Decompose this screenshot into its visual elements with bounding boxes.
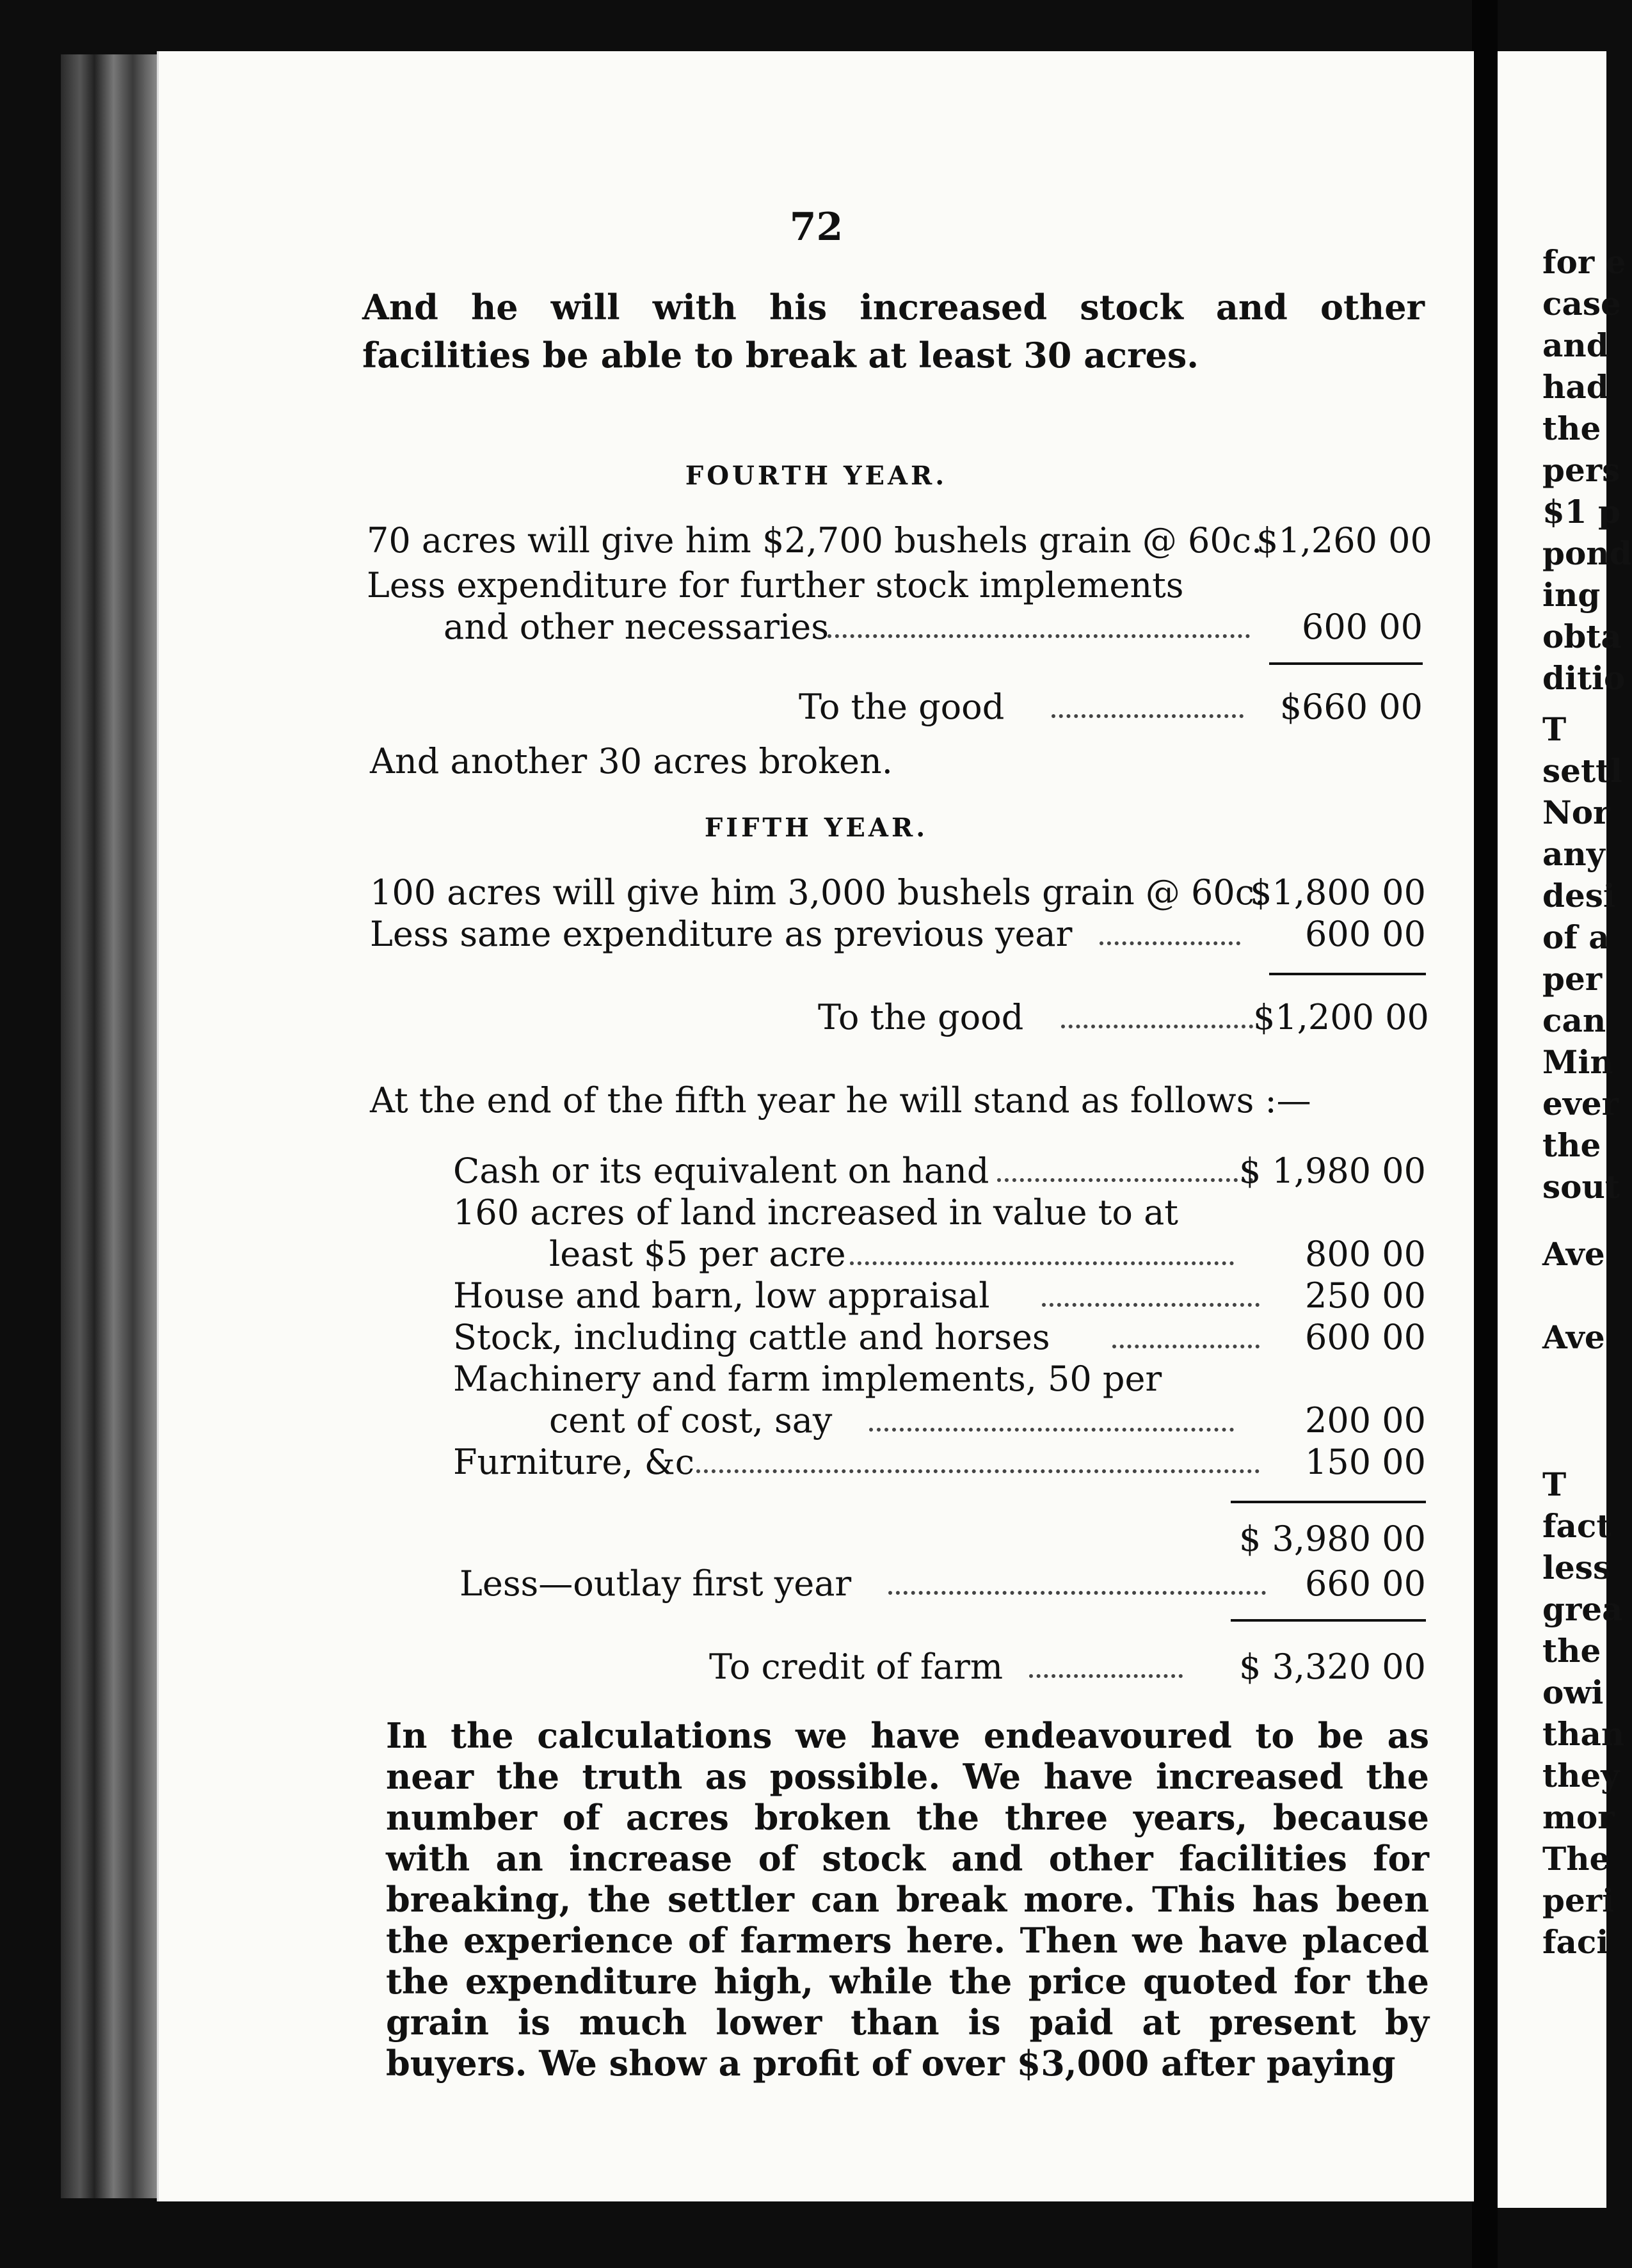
leader-dots	[828, 605, 1250, 638]
stand-subtotal	[1183, 1517, 1426, 1561]
stand-item-label: Machinery and farm implements, 50 per	[453, 1359, 1162, 1399]
right-page-line: the	[1542, 1632, 1601, 1670]
right-page-line: sout	[1542, 1168, 1620, 1206]
fourth-line-1-amount: $1,260 00	[1256, 520, 1432, 561]
right-page-line: peri	[1542, 1881, 1615, 1919]
leader-dots	[888, 1561, 1266, 1595]
leader-dots	[1029, 1645, 1183, 1678]
right-page-line: less	[1542, 1549, 1612, 1586]
stand-intro	[370, 1078, 1426, 1123]
right-page-line: fact	[1542, 1507, 1612, 1545]
book-spine	[61, 54, 157, 2198]
right-page-line: pers	[1542, 451, 1620, 489]
right-page-line: obta	[1542, 618, 1622, 655]
right-page-line: T	[1542, 710, 1567, 748]
stand-item	[453, 1190, 1426, 1235]
right-page-line: pond	[1542, 534, 1632, 572]
stand-less-label: Less—outlay first year	[460, 1563, 852, 1604]
leader-dots	[1042, 1274, 1260, 1307]
right-page-line: the	[1542, 1126, 1601, 1164]
intro-paragraph: And he will with his increased stock and other facilities be able to break at least 30 acres.	[362, 287, 1425, 376]
right-page-line: the	[1542, 410, 1601, 447]
right-page-line: Ave	[1542, 1235, 1605, 1273]
stand-item	[549, 1398, 1426, 1443]
fifth-total-label: To the good	[818, 997, 1024, 1037]
stand-intro-text: At the end of the fifth year he will stand as follows :—	[370, 1080, 1311, 1121]
stand-item-amount: 150 00	[1305, 1442, 1426, 1482]
fifth-line-2-amount: 600 00	[1305, 914, 1426, 954]
fourth-line-2b-label: and other necessaries	[444, 607, 829, 647]
stand-item-amount: $ 1,980 00	[1239, 1151, 1426, 1191]
sum-rule	[1269, 973, 1426, 975]
fourth-total-label: To the good	[799, 687, 1005, 727]
right-page-line: mor	[1542, 1798, 1615, 1836]
leader-dots	[850, 1232, 1234, 1265]
page-number: 72	[789, 205, 844, 250]
right-page-line: Nor	[1542, 794, 1610, 831]
stand-item	[453, 1357, 1426, 1402]
right-page-line: of a	[1542, 918, 1610, 956]
stand-item-label: least $5 per acre	[549, 1234, 846, 1274]
right-page-line: owi	[1542, 1673, 1604, 1711]
fifth-total	[818, 995, 1429, 1040]
leader-dots	[696, 1440, 1260, 1473]
right-page-line: $1 p	[1542, 493, 1620, 531]
leader-dots	[1052, 685, 1244, 718]
stand-item-label: Furniture, &c	[453, 1442, 694, 1482]
leader-dots	[869, 1398, 1234, 1432]
right-page-line: can	[1542, 1002, 1606, 1039]
stand-item	[453, 1315, 1426, 1360]
stand-subtotal-amount: $ 3,980 00	[1239, 1519, 1426, 1559]
fifth-line-1-amount: $1,800 00	[1250, 872, 1426, 913]
right-page-line: The	[1542, 1840, 1610, 1878]
fifth-line-1-label: 100 acres will give him 3,000 bushels grain @ 60c.	[370, 872, 1266, 913]
stand-credit-label: To credit of farm	[709, 1647, 1004, 1687]
fourth-line-1	[367, 518, 1432, 563]
stand-item-amount: 250 00	[1305, 1275, 1426, 1316]
fifth-line-2	[370, 912, 1426, 957]
stand-item-amount: 600 00	[1305, 1317, 1426, 1357]
sum-rule	[1231, 1501, 1426, 1503]
fourth-year-heading: FOURTH YEAR.	[685, 461, 948, 491]
right-page-line: T	[1542, 1465, 1567, 1503]
stand-item	[453, 1149, 1426, 1194]
fifth-line-2-label: Less same expenditure as previous year	[370, 914, 1073, 954]
leader-dots	[1061, 995, 1253, 1028]
fourth-line-2-label: Less expenditure for further stock implements	[367, 565, 1184, 605]
stand-item-amount: 800 00	[1305, 1234, 1426, 1274]
right-page-line: Ave	[1542, 1318, 1605, 1356]
fourth-line-2-amount: 600 00	[1302, 607, 1423, 647]
leader-dots	[1100, 912, 1240, 945]
right-page-line: and	[1542, 326, 1609, 364]
right-page-line: ing	[1542, 576, 1601, 614]
stand-item-label: cent of cost, say	[549, 1400, 833, 1441]
stand-less	[460, 1561, 1426, 1606]
fifth-line-1	[370, 870, 1426, 915]
fourth-line-2b	[444, 605, 1423, 650]
right-page-line: grea	[1542, 1590, 1623, 1628]
stand-item-label: Cash or its equivalent on hand	[453, 1151, 989, 1191]
right-page-line: ditio	[1542, 659, 1626, 697]
fifth-total-amount: $1,200 00	[1253, 997, 1429, 1037]
right-page-line: faci	[1542, 1923, 1609, 1961]
fourth-line-1-label: 70 acres will give him $2,700 bushels grain @ 60c.	[367, 520, 1263, 561]
stand-credit	[709, 1645, 1426, 1689]
fourth-after-text: And another 30 acres broken.	[370, 741, 893, 781]
stand-item-label: Stock, including cattle and horses	[453, 1317, 1050, 1357]
fourth-after	[370, 739, 1010, 784]
leader-dots	[1112, 1315, 1260, 1348]
stand-item-label: House and barn, low appraisal	[453, 1275, 990, 1316]
right-page-line: any	[1542, 835, 1605, 873]
stand-item-amount: 200 00	[1305, 1400, 1426, 1441]
sum-rule	[1269, 662, 1423, 665]
right-page-line: for e	[1542, 243, 1626, 281]
right-page-line: Min	[1542, 1043, 1613, 1081]
right-page-line: case	[1542, 285, 1621, 323]
stand-item	[453, 1274, 1426, 1318]
right-page-line: they	[1542, 1757, 1620, 1794]
fifth-year-heading: FIFTH YEAR.	[704, 813, 929, 843]
fourth-total	[799, 685, 1423, 730]
fourth-line-2	[367, 563, 1423, 608]
right-page-line: desi	[1542, 877, 1615, 914]
book-gutter	[1472, 0, 1498, 2268]
fourth-total-amount: $660 00	[1279, 687, 1423, 727]
stand-item-label: 160 acres of land increased in value to at	[453, 1192, 1178, 1233]
stand-credit-amount: $ 3,320 00	[1239, 1647, 1426, 1687]
right-page-line: had	[1542, 368, 1609, 406]
right-page-edge	[1498, 51, 1632, 2208]
closing-paragraph: In the calculations we have endeavoured to be as near the truth as possible. We have increased the number of acres broken the three years, because with an increase of stock and other facilities for breaking, the settler can break more. This has been the experience of farmers here. Then we have placed the expenditure high, while the price quoted for the grain is much lower than is paid at present by buyers. We show a profit of over $3,000 after paying	[386, 1715, 1429, 2084]
stand-less-amount: 660 00	[1305, 1563, 1426, 1604]
left-page	[157, 51, 1474, 2201]
sum-rule	[1231, 1619, 1426, 1622]
stand-item	[549, 1232, 1426, 1277]
right-page-line: settl	[1542, 752, 1623, 790]
right-page-line: ever	[1542, 1085, 1619, 1122]
right-page-line: than	[1542, 1715, 1625, 1753]
stand-item	[453, 1440, 1426, 1485]
right-page-line: per	[1542, 960, 1603, 998]
